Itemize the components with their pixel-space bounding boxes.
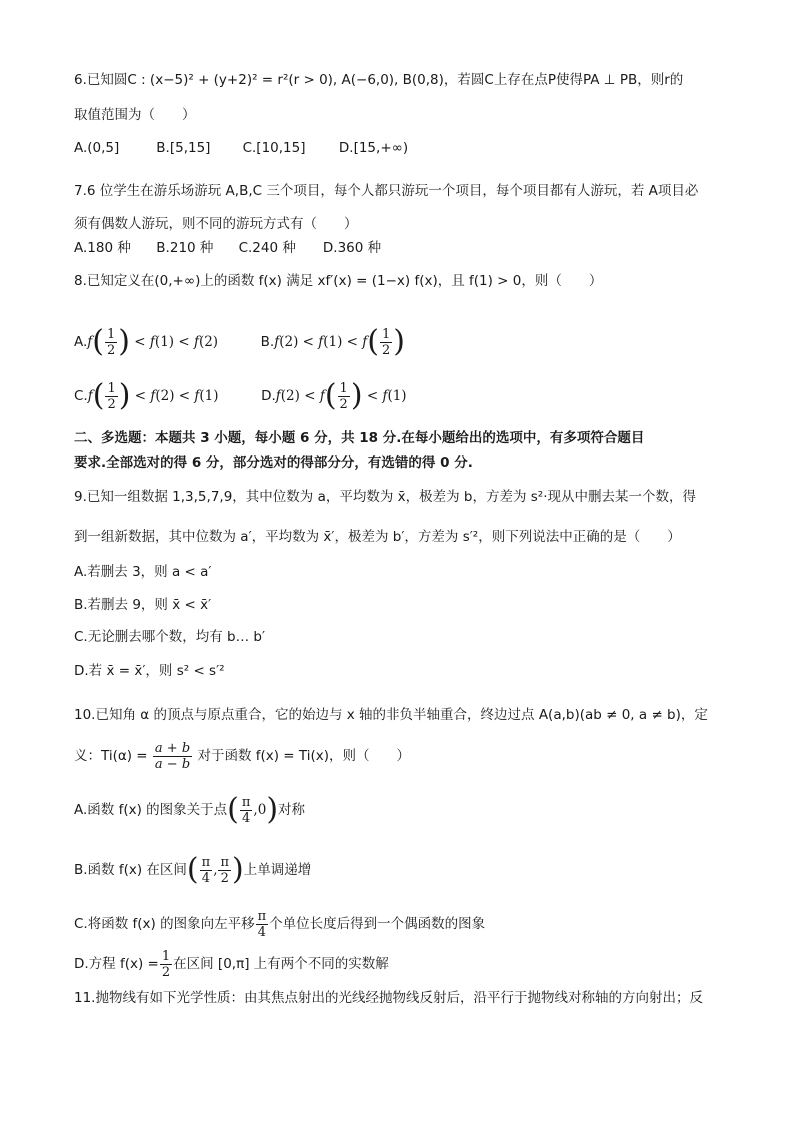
section2-heading-line1: 二、多选题：本题共 3 小题，每小题 6 分，共 18 分.在每小题给出的选项中，有多项符合题目 [74, 430, 645, 446]
q11-stem-line1: 11.抛物线有如下光学性质：由其焦点射出的光线经抛物线反射后，沿平行于抛物线对称轴的方向射出；反 [74, 990, 703, 1006]
q8-options-cd [74, 376, 407, 416]
q10-option-c-suffix: 个单位长度后得到一个偶函数的图象 [269, 916, 486, 932]
q8-option-c-label: C. [74, 388, 88, 404]
fraction-a-plus-b-over-a-minus-b: $\frac{a + b}{a - b}$ [154, 740, 191, 772]
q6-option-a: A.(0,5] [74, 140, 120, 156]
section2-heading-line2: 要求.全部选对的得 6 分，部分选对的得部分分，有选错的得 0 分. [74, 455, 473, 471]
q10-option-a-suffix: 对称 [278, 802, 306, 818]
q10-option-d [74, 946, 389, 982]
fraction-pi-over-4: $\frac{\pi}{4}$ [257, 908, 267, 940]
q8-options-ab [74, 322, 405, 362]
fraction-pi-over-4: $\frac{\pi}{4}$ [201, 854, 211, 886]
q8-option-b: B.f(2) < f(1) < f( $\frac{1}{2}$ ) [260, 324, 406, 359]
fraction-pi-over-4: $\frac{\pi}{4}$ [241, 794, 251, 826]
q10-definition-label: 义：Ti(α) = [74, 748, 148, 764]
q8-option-c: C.f( $\frac{1}{2}$ ) < f(2) < f(1) [74, 378, 219, 413]
fraction-half: $\frac{1}{2}$ [107, 326, 116, 358]
q7-options [74, 238, 381, 258]
q9-stem-line1: 9.已知一组数据 1,3,5,7,9，其中位数为 a，平均数为 x̄，极差为 b，方差为 s²·现从中删去某一个数，得 [74, 489, 697, 505]
q8-option-b-label: B. [260, 334, 275, 350]
q10-option-b-text: B.函数 f(x) 在区间 [74, 862, 187, 878]
fraction-half: $\frac{1}{2}$ [382, 326, 391, 358]
q6-options [74, 138, 408, 158]
q10-stem-line1: 10.已知角 α 的顶点与原点重合，它的始边与 x 轴的非负半轴重合，终边过点 A(a,b)(ab ≠ 0, a ≠ b)，定 [74, 707, 708, 723]
q8-option-d-label: D. [261, 388, 276, 404]
q8-stem: 8.已知定义在(0,+∞)上的函数 f(x) 满足 xf′(x) = (1−x) f(x)，且 f(1) > 0，则（ ） [74, 273, 603, 289]
q10-option-a-text: A.函数 f(x) 的图象关于点 [74, 802, 228, 818]
q8-option-d: D.f(2) < f( $\frac{1}{2}$ ) < f(1) [261, 378, 407, 413]
q10-option-b: B.函数 f(x) 在区间( $\frac{\pi}{4}$ , $\frac{\pi}{2}$ )上单调递增 [74, 852, 312, 887]
q10-option-a: A.函数 f(x) 的图象关于点( $\frac{\pi}{4}$ ,0)对称 [74, 792, 306, 827]
q6-option-b: B.[5,15] [156, 140, 211, 156]
q6-option-d: D.[15,+∞) [338, 140, 409, 156]
fraction-pi-over-2: $\frac{\pi}{2}$ [220, 854, 230, 886]
q8-option-a: A.f( $\frac{1}{2}$ ) < f(1) < f(2) [74, 324, 219, 359]
fraction-half: $\frac{1}{2}$ [339, 380, 348, 412]
q7-option-b: B.210 种 [156, 240, 214, 256]
q7-stem-line1: 7.6 位学生在游乐场游玩 A,B,C 三个项目，每个人都只游玩一个项目，每个项目都有人游玩，若 A项目必 [74, 183, 699, 199]
q7-option-c: C.240 种 [238, 240, 296, 256]
q9-option-d: D.若 x̄ = x̄′，则 s² < s′² [74, 663, 225, 679]
q10-option-c [74, 906, 485, 942]
q7-stem-line2: 须有偶数人游玩，则不同的游玩方式有（ ） [74, 216, 358, 232]
q9-option-a: A.若删去 3，则 a < a′ [74, 564, 212, 580]
q10-option-c-text: C.将函数 f(x) 的图象向左平移 [74, 916, 255, 932]
q10-option-d-suffix: 在区间 [0,π] 上有两个不同的实数解 [173, 956, 389, 972]
q6-stem-line1: 6.已知圆C : (x−5)² + (y+2)² = r²(r > 0), A(−6,0), B(0,8)，若圆C上存在点P使得PA ⊥ PB，则r的 [74, 72, 684, 88]
q10-option-b-suffix: 上单调递增 [243, 862, 312, 878]
q10-stem-line2 [74, 736, 410, 776]
q10-definition-suffix: 对于函数 f(x) = Ti(x)，则（ ） [197, 748, 411, 764]
q6-option-c: C.[10,15] [242, 140, 306, 156]
q6-stem-line2: 取值范围为（ ） [74, 107, 196, 123]
q10-option-d-text: D.方程 f(x) = [74, 956, 159, 972]
q7-option-a: A.180 种 [74, 240, 131, 256]
q7-option-d: D.360 种 [322, 240, 382, 256]
fraction-half: $\frac{1}{2}$ [161, 948, 171, 980]
fraction-half: $\frac{1}{2}$ [107, 380, 116, 412]
q8-option-a-label: A. [74, 334, 88, 350]
q9-option-b: B.若删去 9，则 x̄ < x̄′ [74, 597, 212, 613]
q9-option-c: C.无论删去哪个数，均有 b… b′ [74, 629, 266, 645]
q9-stem-line2: 到一组新数据，其中位数为 a′，平均数为 x̄′，极差为 b′，方差为 s′²，则下列说法中正确的是（ ） [74, 529, 681, 545]
